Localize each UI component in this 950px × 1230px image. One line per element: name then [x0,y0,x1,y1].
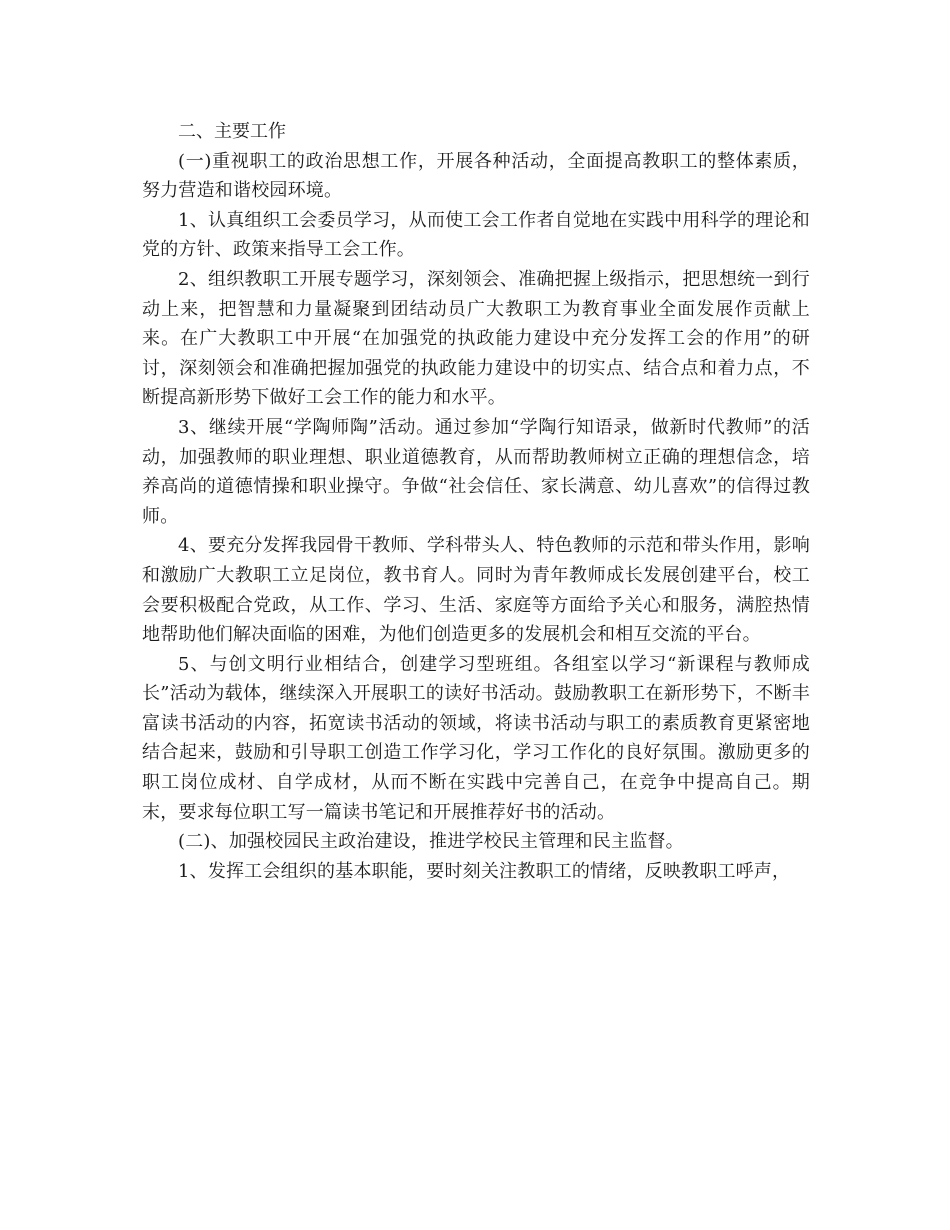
paragraph-5: 4、要充分发挥我园骨干教师、学科带头人、特色教师的示范和带头作用，影响和激励广大教职工立足岗位，教书育人。同时为青年教师成长发展创建平台，校工会要积极配合党政，从工作、学习、生活、家庭等方面给予关心和服务，满腔热情地帮助他们解决面临的困难，为他们创造更多的发展机会和相互交流的平台。 [142,535,810,646]
document-body [142,117,810,886]
paragraph-2: 1、认真组织工会委员学习，从而使工会工作者自觉地在实践中用科学的理论和党的方针、政策来指导工会工作。 [142,209,810,261]
paragraph-1: (一)重视职工的政治思想工作，开展各种活动，全面提高教职工的整体素质，努力营造和谐校园环境。 [142,150,810,202]
paragraph-6: 5、与创文明行业相结合，创建学习型班组。各组室以学习“新课程与教师成长”活动为载体，继续深入开展职工的读好书活动。鼓励教职工在新形势下，不断丰富读书活动的内容，拓宽读书活动的领域，将读书活动与职工的素质教育更紧密地结合起来，鼓励和引导职工创造工作学习化，学习工作化的良好氛围。激励更多的职工岗位成材、自学成材，从而不断在实践中完善自己，在竞争中提高自己。期末，要求每位职工写一篇读书笔记和开展推荐好书的活动。 [142,653,810,823]
paragraph-3: 2、组织教职工开展专题学习，深刻领会、准确把握上级指示，把思想统一到行动上来，把智慧和力量凝聚到团结动员广大教职工为教育事业全面发展作贡献上来。在广大教职工中开展“在加强党的执政能力建设中充分发挥工会的作用”的研讨，深刻领会和准确把握加强党的执政能力建设中的切实点、结合点和着力点，不断提高新形势下做好工会工作的能力和水平。 [142,268,810,409]
section-heading: 二、主要工作 [178,121,286,142]
paragraph-4: 3、继续开展“学陶师陶”活动。通过参加“学陶行知语录，做新时代教师”的活动，加强教师的职业理想、职业道德教育，从而帮助教师树立正确的理想信念，培养高尚的道德情操和职业操守。争做“社会信任、家长满意、幼儿喜欢”的信得过教师。 [142,416,810,527]
paragraph-8: 1、发挥工会组织的基本职能，要时刻关注教职工的情绪，反映教职工呼声， [178,860,791,882]
paragraph-7: (二)、加强校园民主政治建设，推进学校民主管理和民主监督。 [178,831,684,853]
